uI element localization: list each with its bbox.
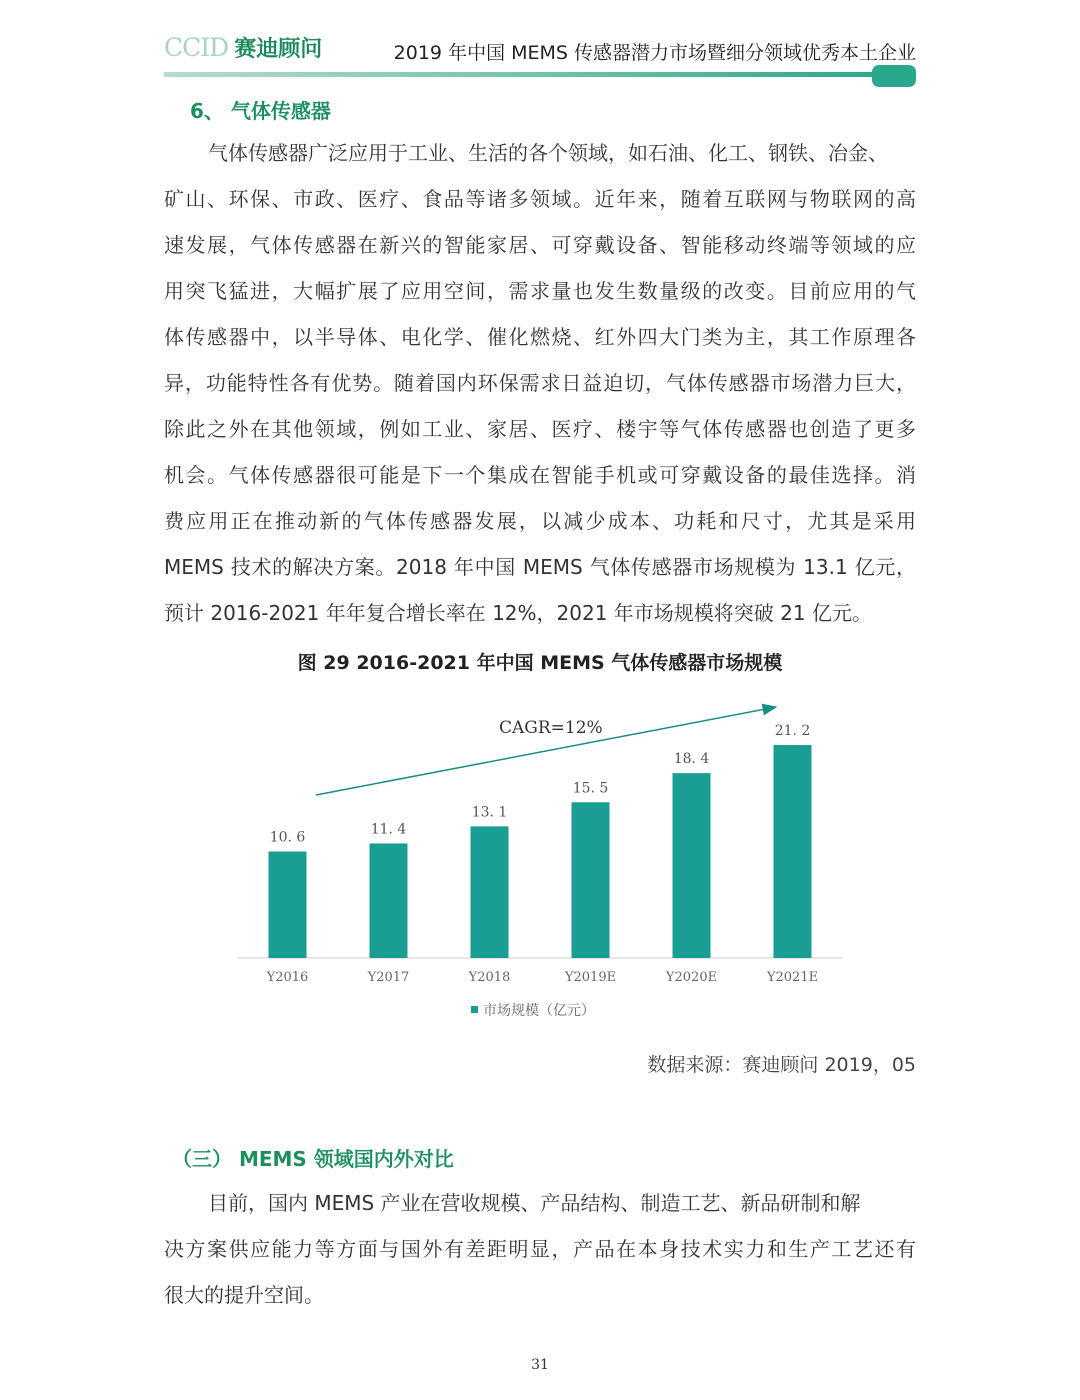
section-heading-mems-comparison: （三） MEMS 领域国内外对比 bbox=[172, 1147, 454, 1171]
paragraph-line: 异，功能特性各有优势。随着国内环保需求日益迫切，气体传感器市场潜力巨大， bbox=[164, 371, 916, 395]
market-size-bar-chart bbox=[164, 690, 916, 1030]
data-label: 15. 5 bbox=[572, 780, 609, 797]
gas-sensor-paragraph bbox=[164, 130, 916, 636]
logo-text: 赛迪顾问 bbox=[234, 36, 323, 62]
paragraph-line: MEMS 技术的解决方案。2018 年中国 MEMS 气体传感器市场规模为 13.1 亿元， bbox=[164, 555, 916, 579]
header-tab-decoration bbox=[872, 65, 916, 87]
paragraph-line: 体传感器中，以半导体、电化学、催化燃烧、红外四大门类为主，其工作原理各 bbox=[164, 325, 916, 349]
data-label: 21. 2 bbox=[774, 723, 811, 739]
bar bbox=[673, 773, 711, 958]
header-divider bbox=[164, 72, 876, 77]
data-label: 13. 1 bbox=[471, 804, 508, 821]
paragraph-line: 很大的提升空间。 bbox=[164, 1283, 324, 1307]
cagr-annotation: CAGR=12% bbox=[499, 718, 603, 738]
paragraph-line: 矿山、环保、市政、医疗、食品等诸多领域。近年来，随着互联网与物联网的高 bbox=[164, 187, 916, 211]
paragraph-line: 气体传感器广泛应用于工业、生活的各个领域，如石油、化工、钢铁、冶金、 bbox=[208, 141, 888, 165]
data-source: 数据来源：赛迪顾问 2019，05 bbox=[647, 1054, 916, 1076]
data-label: 18. 4 bbox=[673, 751, 710, 768]
data-label: 10. 6 bbox=[269, 829, 306, 846]
data-label: 11. 4 bbox=[370, 821, 407, 838]
paragraph-line: 除此之外在其他领域，例如工业、家居、医疗、楼宇等气体传感器也创造了更多 bbox=[164, 417, 916, 441]
paragraph-line: 速发展，气体传感器在新兴的智能家居、可穿戴设备、智能移动终端等领域的应 bbox=[164, 233, 916, 257]
bar bbox=[370, 843, 408, 958]
x-tick-label: Y2017 bbox=[367, 970, 410, 985]
paragraph-line: 机会。气体传感器很可能是下一个集成在智能手机或可穿戴设备的最佳选择。消 bbox=[164, 463, 916, 487]
legend-swatch bbox=[471, 1006, 478, 1013]
paragraph-line: 决方案供应能力等方面与国外有差距明显，产品在本身技术实力和生产工艺还有 bbox=[164, 1237, 916, 1261]
bar bbox=[572, 802, 610, 958]
x-tick-label: Y2016 bbox=[266, 970, 309, 985]
figure-title: 图 29 2016-2021 年中国 MEMS 气体传感器市场规模 bbox=[297, 652, 783, 674]
logo-mark: CCID bbox=[164, 33, 229, 62]
paragraph-line: 预计 2016-2021 年年复合增长率在 12%，2021 年市场规模将突破 21 亿元。 bbox=[164, 601, 872, 625]
page-header bbox=[164, 32, 916, 92]
paragraph-line: 费应用正在推动新的气体传感器发展，以减少成本、功耗和尺寸，尤其是采用 bbox=[164, 509, 916, 533]
bar bbox=[774, 745, 812, 958]
report-title: 2019 年中国 MEMS 传感器潜力市场暨细分领域优秀本土企业 bbox=[393, 42, 916, 64]
x-tick-label: Y2021E bbox=[766, 970, 819, 985]
page-number: 31 bbox=[531, 1357, 549, 1373]
paragraph-line: 用突飞猛进，大幅扩展了应用空间，需求量也发生数量级的改变。目前应用的气 bbox=[164, 279, 916, 303]
section-heading-gas-sensor: 6、 气体传感器 bbox=[190, 99, 331, 123]
x-tick-label: Y2020E bbox=[665, 970, 718, 985]
bar bbox=[269, 852, 307, 959]
legend-label: 市场规模（亿元） bbox=[483, 1003, 595, 1019]
x-tick-label: Y2019E bbox=[564, 970, 617, 985]
paragraph-line: 目前，国内 MEMS 产业在营收规模、产品结构、制造工艺、新品研制和解 bbox=[208, 1191, 861, 1215]
ccid-logo bbox=[164, 32, 322, 63]
x-tick-label: Y2018 bbox=[468, 970, 511, 985]
mems-comparison-paragraph bbox=[164, 1180, 916, 1318]
bar bbox=[471, 826, 509, 958]
